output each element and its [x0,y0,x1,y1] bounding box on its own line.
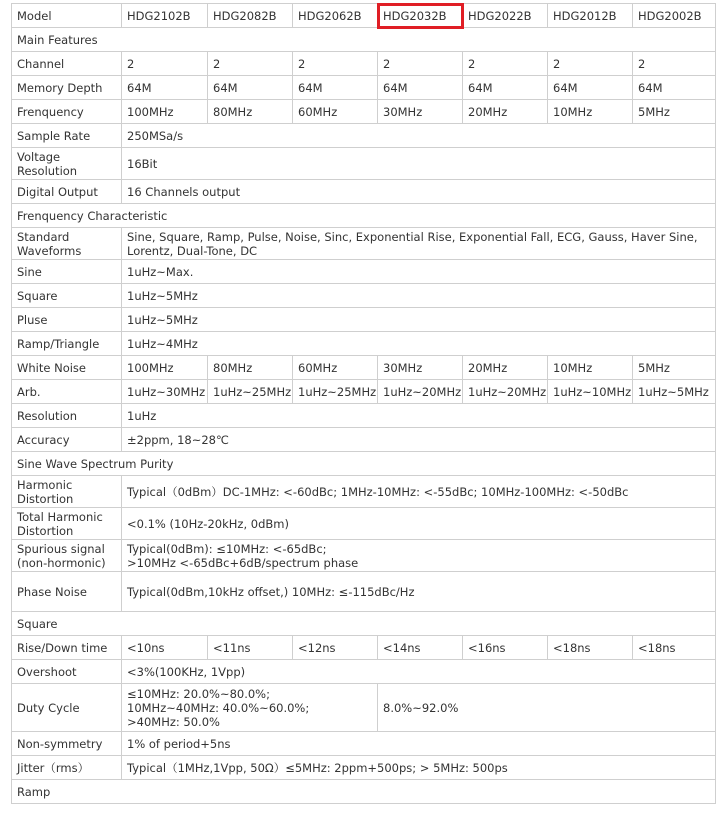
spec-row-rise-down-time [12,636,716,660]
spec-row-ramp [12,780,716,804]
model-name: HDG2012B [548,4,633,28]
spec-value: 64M [548,76,633,100]
spec-value: 30MHz [378,100,463,124]
section-heading: Main Features [12,28,716,52]
section-heading: Square [12,612,716,636]
spec-value: 60MHz [293,356,378,380]
spec-row-frenquency [12,100,716,124]
spec-row-sample-rate [12,124,716,148]
spec-value: 10MHz [548,100,633,124]
spec-row-square [12,612,716,636]
spec-value: <0.1% (10Hz-20kHz, 0dBm) [122,508,716,540]
spec-value: 60MHz [293,100,378,124]
spec-value: 2 [633,52,716,76]
spec-value: Typical(0dBm): ≤10MHz: <-65dBc; >10MHz <-65dBc+6dB/spectrum phase [122,540,716,572]
section-heading: Sine Wave Spectrum Purity [12,452,716,476]
spec-row-harmonic-distortion [12,476,716,508]
spec-value: <10ns [122,636,208,660]
spec-label: Frenquency [12,100,122,124]
spec-label: Ramp/Triangle [12,332,122,356]
spec-row-duty-cycle [12,684,716,732]
spec-row-spurious-signal-non-hormonic [12,540,716,572]
spec-value: 64M [378,76,463,100]
spec-value: <11ns [208,636,293,660]
spec-row-overshoot [12,660,716,684]
spec-value: Typical（1MHz,1Vpp, 50Ω）≤5MHz: 2ppm+500ps; > 5MHz: 500ps [122,756,716,780]
spec-label: Non-symmetry [12,732,122,756]
spec-label: Harmonic Distortion [12,476,122,508]
spec-value-right: 8.0%~92.0% [378,684,716,732]
spec-value: ±2ppm, 18~28℃ [122,428,716,452]
spec-label: Accuracy [12,428,122,452]
spec-value: <16ns [463,636,548,660]
section-heading: Frenquency Characteristic [12,204,716,228]
spec-value: 1uHz~5MHz [122,284,716,308]
spec-label: Model [12,4,122,28]
spec-value: 16 Channels output [122,180,716,204]
spec-label: Memory Depth [12,76,122,100]
spec-label: Channel [12,52,122,76]
spec-row-square [12,284,716,308]
spec-value-left: ≤10MHz: 20.0%~80.0%; 10MHz~40MHz: 40.0%~60.0%; >40MHz: 50.0% [122,684,378,732]
spec-value: 1uHz~20MHz [378,380,463,404]
spec-value: <12ns [293,636,378,660]
spec-row-ramp-triangle [12,332,716,356]
spec-value: 64M [122,76,208,100]
spec-label: Sine [12,260,122,284]
spec-label: Spurious signal (non-hormonic) [12,540,122,572]
spec-label: Digital Output [12,180,122,204]
spec-row-accuracy [12,428,716,452]
spec-row-sine [12,260,716,284]
spec-value: 1uHz~25MHz [293,380,378,404]
spec-label: White Noise [12,356,122,380]
spec-value: 1uHz [122,404,716,428]
spec-value: 20MHz [463,100,548,124]
spec-label: Overshoot [12,660,122,684]
spec-value: 2 [208,52,293,76]
spec-row-main-features [12,28,716,52]
spec-value: <14ns [378,636,463,660]
spec-value: 2 [463,52,548,76]
spec-value: 64M [463,76,548,100]
spec-value: 5MHz [633,356,716,380]
spec-value: 20MHz [463,356,548,380]
spec-row-standard-waveforms [12,228,716,260]
spec-row-sine-wave-spectrum-purity [12,452,716,476]
spec-value: 2 [548,52,633,76]
model-name: HDG2062B [293,4,378,28]
spec-row-model [12,4,716,28]
model-name: HDG2002B [633,4,716,28]
spec-row-pluse [12,308,716,332]
spec-value: <3%(100KHz, 1Vpp) [122,660,716,684]
spec-label: Arb. [12,380,122,404]
spec-row-phase-noise [12,572,716,612]
spec-label: Jitter（rms） [12,756,122,780]
spec-label: Standard Waveforms [12,228,122,260]
spec-value: <18ns [548,636,633,660]
spec-value: 16Bit [122,148,716,180]
spec-row-total-harmonic-distortion [12,508,716,540]
spec-value: Sine, Square, Ramp, Pulse, Noise, Sinc, Exponential Rise, Exponential Fall, ECG, Gauss, Haver Sine, Lorentz, Dual-Tone, DC [122,228,716,260]
spec-value: 2 [378,52,463,76]
spec-value: 1uHz~10MHz [548,380,633,404]
spec-row-memory-depth [12,76,716,100]
spec-value: 30MHz [378,356,463,380]
spec-value: 64M [293,76,378,100]
spec-value: 1uHz~30MHz [122,380,208,404]
spec-value: 80MHz [208,356,293,380]
spec-label: Sample Rate [12,124,122,148]
spec-value: 64M [208,76,293,100]
spec-label: Total Harmonic Distortion [12,508,122,540]
spec-value: Typical(0dBm,10kHz offset,) 10MHz: ≤-115dBc/Hz [122,572,716,612]
spec-value: 250MSa/s [122,124,716,148]
spec-label: Voltage Resolution [12,148,122,180]
spec-value: 64M [633,76,716,100]
model-name: HDG2082B [208,4,293,28]
spec-value: 100MHz [122,100,208,124]
model-name: HDG2022B [463,4,548,28]
spec-table [11,3,716,804]
spec-row-white-noise [12,356,716,380]
spec-value: 2 [122,52,208,76]
spec-label: Resolution [12,404,122,428]
spec-value: 1uHz~5MHz [122,308,716,332]
spec-table-body [12,4,716,804]
spec-value: <18ns [633,636,716,660]
spec-value: 1uHz~20MHz [463,380,548,404]
spec-value: 5MHz [633,100,716,124]
model-name: HDG2102B [122,4,208,28]
spec-value: Typical（0dBm）DC-1MHz: <-60dBc; 1MHz-10MHz: <-55dBc; 10MHz-100MHz: <-50dBc [122,476,716,508]
spec-value: 1uHz~Max. [122,260,716,284]
spec-value: 80MHz [208,100,293,124]
spec-row-voltage-resolution [12,148,716,180]
spec-row-resolution [12,404,716,428]
spec-row-digital-output [12,180,716,204]
spec-label: Pluse [12,308,122,332]
spec-value: 2 [293,52,378,76]
spec-value: 1uHz~25MHz [208,380,293,404]
section-heading: Ramp [12,780,716,804]
spec-value: 100MHz [122,356,208,380]
spec-row-frenquency-characteristic [12,204,716,228]
spec-row-jitter-rms [12,756,716,780]
spec-value: 1uHz~4MHz [122,332,716,356]
spec-label: Square [12,284,122,308]
spec-row-channel [12,52,716,76]
spec-row-arb [12,380,716,404]
spec-label: Duty Cycle [12,684,122,732]
spec-value: 10MHz [548,356,633,380]
spec-row-non-symmetry [12,732,716,756]
model-name: HDG2032B [378,4,463,28]
spec-value: 1% of period+5ns [122,732,716,756]
spec-label: Rise/Down time [12,636,122,660]
spec-value: 1uHz~5MHz [633,380,716,404]
spec-label: Phase Noise [12,572,122,612]
